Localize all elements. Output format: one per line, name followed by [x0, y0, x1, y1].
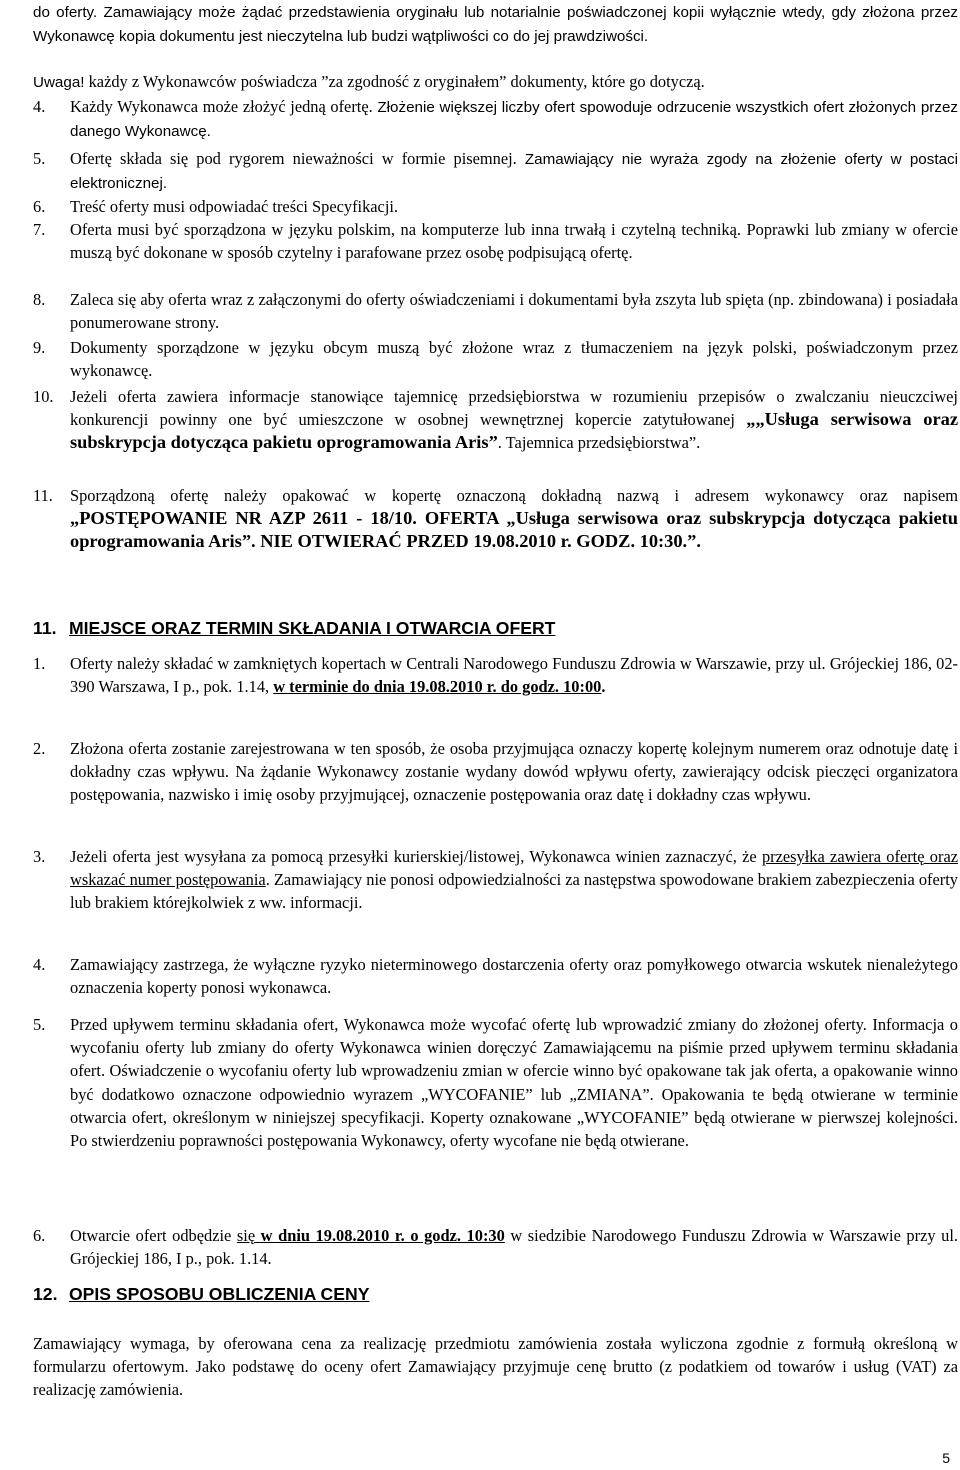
list-item-9 [33, 336, 958, 382]
item-number: 4. [33, 955, 46, 974]
item-text: Jeżeli oferta zawiera informacje stanowiące tajemnicę przedsiębiorstwa w rozumieniu przepisów o zwalczaniu nieuczciwej konkurencji powinny one być umieszczone w osobnej wewnętrznej kopercie zatytułowanej [70, 387, 958, 430]
section-11-item-4 [33, 953, 958, 999]
item-text: Złożona oferta zostanie zarejestrowana w ten sposób, że osoba przyjmująca oznaczy kopertę kolejnym numerem oraz odnotuje datę i dokładny czas wpływu. Na żądanie Wykonawcy zostanie wydany dowód wpływu oferty, zawierający odcisk pieczęci organizatora postępowania, nazwisko i imię osoby przyjmującej, oznaczenie postępowania oraz datę i dokładny czas wpływu. [70, 739, 958, 805]
list-item-7 [33, 218, 958, 264]
item-number: 1. [33, 654, 46, 673]
intro-text-b: Zamawiający może żądać przedstawienia oryginału lub notarialnie poświadczonej kopii wyłącznie wtedy, gdy złożona przez Wykonawcę kopia dokumentu jest nieczytelna lub budzi [33, 4, 958, 46]
list-item-10 [33, 385, 958, 455]
opening-date-text: w dniu 19.08.2010 r. o godz. 10:30 [260, 1226, 505, 1245]
uwaga-text: każdy z Wykonawców poświadcza ”za zgodność z oryginałem” dokumenty, które go dotyczą. [84, 72, 705, 91]
list-item-11 [33, 484, 958, 554]
uwaga-label: Uwaga! [33, 74, 85, 91]
uwaga-note [33, 70, 958, 94]
section-title: MIEJSCE ORAZ TERMIN SKŁADANIA I OTWARCIA OFERT [69, 618, 556, 638]
item-number: 5. [33, 149, 46, 168]
item-text: Treść oferty musi odpowiadać treści Specyfikacji. [70, 197, 399, 216]
item-number: 7. [33, 220, 46, 239]
section-11-item-5 [33, 1013, 958, 1152]
item-number: 6. [33, 1226, 46, 1245]
section-11-item-6 [33, 1224, 958, 1270]
item-text: Zamawiający zastrzega, że wyłączne ryzyko nieterminowego dostarczenia oferty oraz pomyłkowego otwarcia wskutek nienależytego oznaczenia koperty ponosi wykonawca. [70, 955, 958, 998]
list-item-8 [33, 288, 958, 334]
item-text: Oferty należy składać w zamkniętych kopertach w Centrali Narodowego Funduszu Zdrowia w Warszawie, przy ul. Grójeckiej 186, 02-390 Warszawa, I p., pok. 1.14, [70, 654, 958, 697]
item-text: Oferta musi być sporządzona w języku polskim, na komputerze lub inna trwałą i czytelną techniką. [70, 220, 741, 239]
item-text-bold: „POSTĘPOWANIE NR AZP 2611 - 18/10. OFERTA „Usługa serwisowa oraz subskrypcja dotycząca pakietu oprogramowania Aris”. NIE OTWIERAĆ PRZED 19.08.2010 r. GODZ. 10:30.”. [70, 508, 958, 552]
item-text: Każdy Wykonawca może złożyć jedną ofertę. [70, 97, 378, 116]
section-12-heading [33, 1283, 369, 1306]
item-number: 4. [33, 97, 46, 116]
item-number: 2. [33, 739, 46, 758]
section-12-paragraph [33, 1332, 958, 1402]
section-12-text: Zamawiający wymaga, by oferowana cena za realizację przedmiotu zamówienia została wyliczona zgodnie z formułą określoną w formularzu ofertowym. Jako podstawę do oceny ofert Zamawiający przyjmuje cenę brutto (z podatkiem od towarów i usług (VAT) za realizację zamówienia. [33, 1334, 958, 1400]
item-text: Przed upływem terminu składania ofert, Wykonawca może wycofać ofertę lub wprowadzić zmiany do złożonej oferty. Informacja o wycofaniu oferty lub zmiany do oferty Wykonawca winien doręczyć Zamawiającemu na piśmie przed upływem terminu składania ofert. Oświadczenie o wycofaniu oferty lub wprowadzeniu zmian w ofercie winno być opakowane tak jak oferta, a opakowanie winno być dodatkowo oznaczone odpowiednio wyrazem „WYCOFANIE” lub „ZMIANA”. Opakowania te będą otwierane w terminie otwarcia ofert, określonym w niniejszej specyfikacji. Koperty oznakowane „WYCOFANIE” będą otwierane w pierwszej kolejności. Po stwierdzeniu poprawności postępowania Wykonawcy, oferty wycofane nie będą otwierane. [70, 1015, 958, 1151]
item-text: Dokumenty sporządzone w języku obcym muszą być złożone wraz z tłumaczeniem na język polski, poświadczonym przez wykonawcę. [70, 338, 958, 381]
section-title: OPIS SPOSOBU OBLICZENIA CENY [69, 1284, 370, 1304]
list-item-5 [33, 147, 958, 195]
item-text-b: Złożenie większej liczby ofert spowoduje odrzucenie wszystkich ofert złożonych przez danego Wykonawcę. [70, 99, 959, 141]
item-text: Jeżeli oferta jest wysyłana za pomocą przesyłki kurierskiej/listowej, Wykonawca winien zaznaczyć, że [70, 847, 762, 866]
section-11-heading [33, 617, 555, 640]
item-text-underlined: przesyłka zawiera ofertę oraz wskazać numer postępowania [70, 847, 958, 890]
list-item-4 [33, 95, 958, 143]
item-number: 11. [33, 486, 53, 505]
item-number: 8. [33, 290, 46, 309]
item-text-b: Poprawki lub zmiany w ofercie muszą być dokonane w sposób czytelny i parafowane przez osobę podpisującą ofertę. [70, 220, 958, 263]
section-11-item-1 [33, 652, 958, 698]
item-number: 10. [33, 387, 54, 406]
item-text-c: . Zamawiający nie ponosi odpowiedzialności za następstwa spowodowane brakiem zabezpieczenia oferty lub brakiem którejkolwiek z ww. informacji. [70, 870, 958, 913]
section-11-item-3 [33, 845, 958, 915]
item-text: Ofertę składa się pod rygorem nieważności w formie pisemnej. [70, 149, 525, 168]
item-number: 9. [33, 338, 46, 357]
intro-text-a: do oferty. [33, 4, 104, 21]
item-text-c: w siedzibie Narodowego Funduszu Zdrowia w Warszawie przy ul. Grójeckiej 186, I p., pok. 1.14. [70, 1226, 958, 1269]
section-11-item-2 [33, 737, 958, 807]
item-text: Otwarcie ofert odbędzie [70, 1226, 237, 1245]
deadline-text: w terminie do dnia 19.08.2010 r. do godz. 10:00 [273, 677, 602, 697]
item-number: 6. [33, 197, 46, 216]
section-number: 11. [33, 618, 57, 638]
item-text-b: Zamawiający nie wyraża zgody na złożenie oferty w postaci elektronicznej. [70, 151, 958, 193]
page-number: 5 [942, 1450, 950, 1466]
intro-paragraph [33, 0, 958, 48]
item-text-c: . Tajemnica przedsiębiorstwa”. [497, 433, 701, 453]
intro-text-c: wątpliwości co do jej prawdziwości. [411, 28, 649, 46]
item-text-c: . [601, 677, 606, 697]
item-text: Sporządzoną ofertę należy opakować w kopertę oznaczoną dokładną nazwą i adresem wykonawcy oraz napisem [70, 486, 958, 505]
list-item-6 [33, 195, 958, 218]
item-number: 3. [33, 847, 46, 866]
item-text: Zaleca się aby oferta wraz z załączonymi do oferty oświadczeniami i dokumentami była zszyta lub spięta (np. zbindowana) i posiadała ponumerowane strony. [70, 290, 958, 333]
item-text-bold: „„Usługa serwisowa oraz subskrypcja dotycząca pakietu oprogramowania Aris” [70, 409, 958, 453]
item-number: 5. [33, 1015, 46, 1034]
item-text-underlined: się [236, 1226, 261, 1245]
section-number: 12. [33, 1284, 58, 1304]
